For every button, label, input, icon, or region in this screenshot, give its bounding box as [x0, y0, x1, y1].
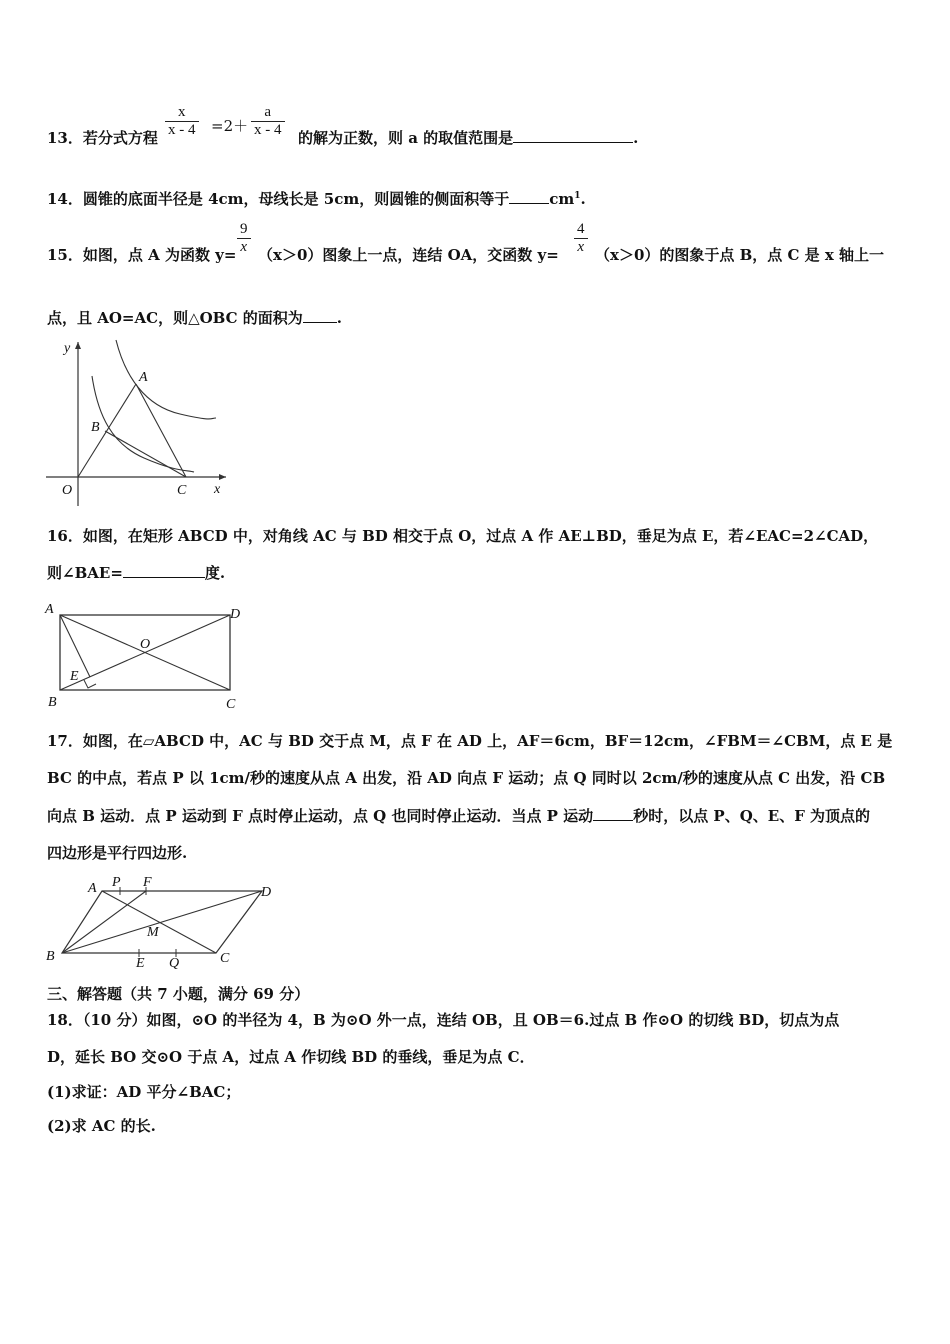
q13-fraction-1: [165, 104, 199, 139]
q16-line1: 16．如图，在矩形 ABCD 中，对角线 AC 与 BD 相交于点 O，过点 A 作 AE⊥BD，垂足为点 E，若∠EAC=2∠CAD，: [47, 527, 879, 545]
q15-frac1-numerator: 9: [237, 221, 251, 239]
label-E: E: [136, 956, 145, 971]
q15-frac2-denominator: x: [577, 239, 585, 255]
q17-line4: 四边形是平行四边形.: [47, 844, 188, 862]
q14: [47, 186, 586, 209]
diagonal-AC: [102, 891, 216, 953]
curve-4-over-x: [92, 376, 194, 472]
q17-line1: 17．如图，在▱ABCD 中，AC 与 BD 交于点 M，点 F 在 AD 上，AF＝6cm，BF＝12cm，∠FBM＝∠CBM，点 E 是: [47, 732, 893, 750]
label-C: C: [177, 483, 187, 498]
q17-line3-start: 向点 B 运动．点 P 运动到 F 点时停止运动，点 Q 也同时停止运动．当点 P 运动: [47, 807, 594, 825]
q15-fraction-1: [237, 221, 251, 256]
q15-figure: [40, 336, 240, 506]
label-M: M: [147, 925, 159, 940]
label-D: D: [230, 607, 241, 622]
q13-end: .: [633, 129, 639, 147]
label-F: F: [143, 875, 152, 890]
segment-OA: [78, 384, 136, 477]
label-D: D: [261, 885, 272, 900]
label-C: C: [220, 951, 230, 966]
q16-line2-start: 则∠BAE=: [47, 564, 123, 582]
label-B: B: [91, 420, 100, 435]
q15-part2: （x＞0）图象上一点，连结 OA，交函数 y=: [258, 246, 559, 264]
label-E: E: [70, 669, 79, 684]
label-O: O: [62, 483, 73, 498]
label-A: A: [139, 370, 148, 385]
curve-9-over-x: [116, 340, 216, 419]
segment-AE: [60, 615, 90, 677]
q13-suffix: [298, 128, 638, 148]
q13-suffix-text: 的解为正数，则 a 的取值范围是: [298, 129, 514, 147]
q14-end: .: [580, 190, 586, 208]
q15-part1: 15．如图，点 A 为函数 y=: [47, 246, 237, 264]
q17-figure: [40, 870, 280, 974]
label-B: B: [48, 695, 57, 710]
q17-line3-end: 秒时，以点 P、Q、E、F 为顶点的: [633, 807, 871, 825]
q15-line2-text: 点，且 AO=AC，则△OBC 的面积为: [47, 309, 303, 327]
q17-line3: [47, 806, 870, 826]
q14-sup: 1: [574, 191, 581, 201]
q18-line1: 18．（10 分）如图，⊙O 的半径为 4，B 为⊙O 外一点，连结 OB，且 OB＝6.过点 B 作⊙O 的切线 BD，切点为点: [47, 1011, 840, 1029]
q15-answer-blank[interactable]: [303, 322, 337, 323]
q15-end: .: [336, 309, 343, 327]
q16-answer-blank[interactable]: [123, 577, 205, 578]
q16-line2: [47, 563, 225, 583]
label-y: y: [64, 341, 71, 356]
label-C: C: [226, 697, 236, 712]
q15-line2: [47, 308, 342, 328]
label-x: x: [214, 482, 221, 497]
right-angle-mark: [84, 680, 96, 688]
q15-frac1-denominator: x: [240, 239, 248, 255]
q13-frac1-denominator: x - 4: [168, 122, 196, 138]
label-P: P: [112, 875, 121, 890]
q14-text: 14．圆锥的底面半径是 4cm，母线长是 5cm，则圆锥的侧面积等于: [47, 190, 510, 208]
q16-figure: [40, 598, 250, 714]
label-B: B: [46, 949, 55, 964]
label-Q: Q: [169, 956, 180, 971]
q16-line2-end: 度.: [204, 564, 226, 582]
q18-sub1: (1)求证：AD 平分∠BAC；: [47, 1083, 241, 1101]
q13-frac2-denominator: x - 4: [254, 122, 282, 138]
y-axis-arrow: [75, 342, 81, 349]
q13-answer-blank[interactable]: [513, 142, 633, 143]
q13-frac1-numerator: x: [165, 104, 199, 122]
q13-frac2-numerator: a: [251, 104, 285, 122]
q13-fraction-2: [251, 104, 285, 139]
segment-BF: [62, 891, 146, 953]
q18-line2: D，延长 BO 交⊙O 于点 A，过点 A 作切线 BD 的垂线，垂足为点 C．: [47, 1048, 535, 1066]
label-O: O: [140, 637, 151, 652]
diagonal-BD: [62, 891, 262, 953]
section-3-title: 三、解答题（共 7 小题，满分 69 分）: [47, 985, 310, 1003]
q15-part3: （x＞0）的图象于点 B，点 C 是 x 轴上一: [595, 246, 885, 264]
q17-line2: BC 的中点，若点 P 以 1cm/秒的速度从点 A 出发，沿 AD 向点 F 运动；点 Q 同时以 2cm/秒的速度从点 C 出发，沿 CB: [47, 769, 886, 787]
label-A: A: [88, 881, 97, 896]
label-A: A: [45, 602, 54, 617]
q14-answer-blank[interactable]: [509, 203, 549, 204]
q14-unit: cm: [549, 190, 575, 208]
q13-mid: =2＋: [211, 117, 249, 135]
q18-sub2: (2)求 AC 的长.: [47, 1117, 156, 1135]
q15-fraction-2: [574, 221, 588, 256]
q13-prefix: 13．若分式方程: [47, 129, 158, 147]
q17-answer-blank[interactable]: [593, 820, 633, 821]
q15-frac2-numerator: 4: [574, 221, 588, 239]
x-axis-arrow: [219, 474, 226, 480]
